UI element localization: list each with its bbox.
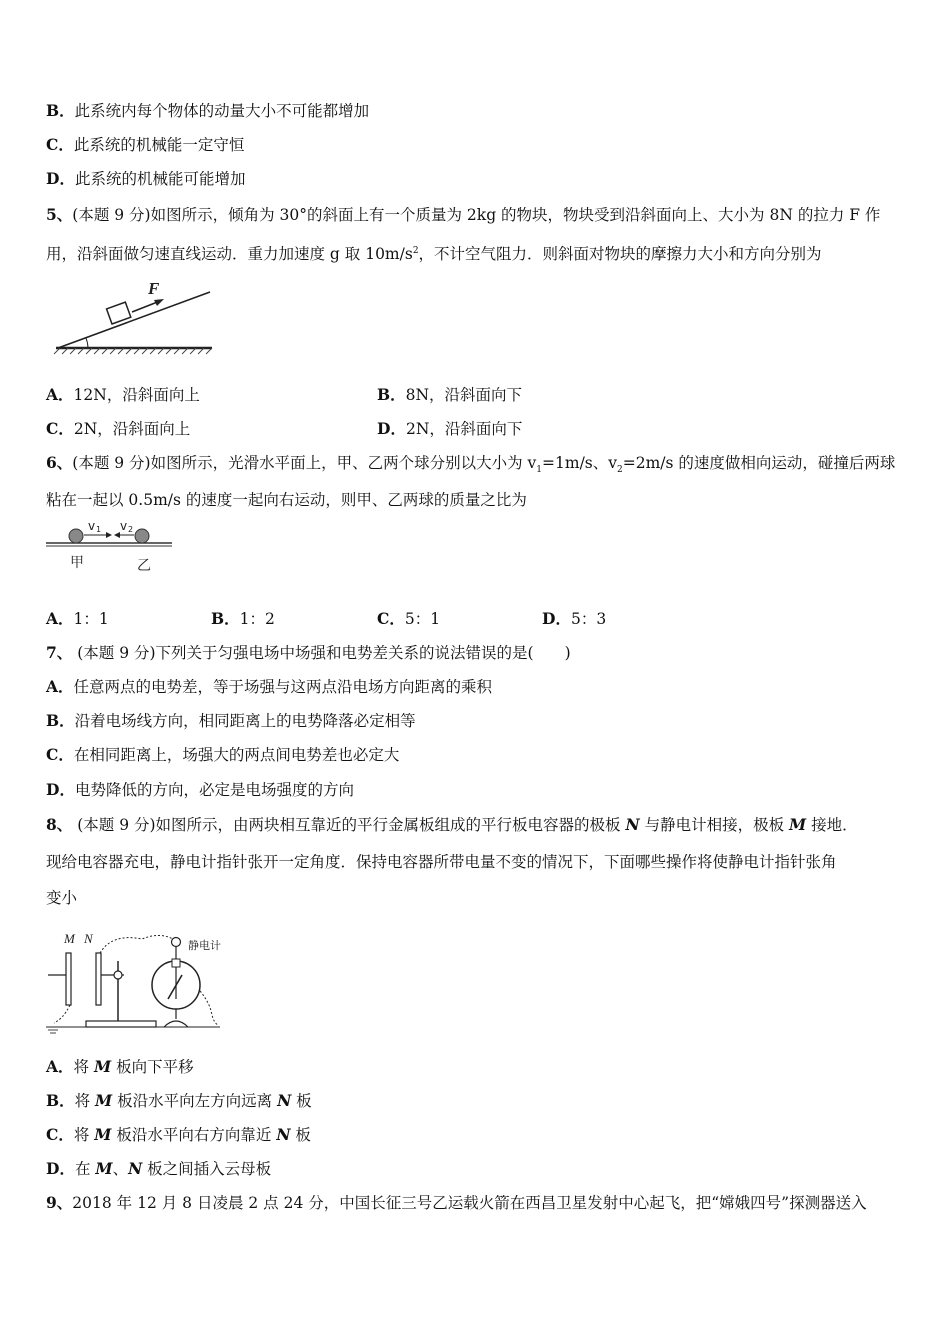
angle-arc [86, 338, 88, 348]
q8-stem-line1: 8、 (本题 9 分)如图所示，由两块相互靠近的平行金属板组成的平行板电容器的极板 N 与静电计相接，极板 M 接地． [46, 815, 858, 834]
q6-option-b: B．1：2 [211, 609, 275, 628]
incline-surface [58, 292, 210, 348]
q4-option-b: B．此系统内每个物体的动量大小不可能都增加 [46, 101, 370, 120]
v2-label-sub: 2 [128, 525, 134, 534]
electrometer-label: 静电计 [188, 939, 221, 952]
q7-option-d: D．电势降低的方向，必定是电场强度的方向 [46, 780, 354, 799]
plate-n [96, 953, 101, 1005]
q7-option-c: C．在相同距离上，场强大的两点间电势差也必定大 [46, 745, 400, 764]
q5-option-c: C．2N，沿斜面向上 [46, 419, 191, 438]
q6-option-a: A．1：1 [46, 609, 109, 628]
q6-option-d: D．5：3 [542, 609, 607, 628]
q7-option-b: B．沿着电场线方向，相同距离上的电势降落必定相等 [46, 711, 416, 730]
q5-stem-line2: 用，沿斜面做匀速直线运动．重力加速度 g 取 $10m/s^2$，不计空气阻力．则斜面对物块的摩擦力大小和方向分别为 [46, 245, 822, 264]
ground-wire-meter [200, 991, 218, 1025]
electrometer-foot [164, 1021, 188, 1027]
ground-symbol [48, 1030, 58, 1033]
q8-option-d: D．在 M、N 板之间插入云母板 [46, 1159, 272, 1178]
q7-option-a: A．任意两点的电势差，等于场强与这两点沿电场方向距离的乘积 [46, 677, 493, 696]
q8-stem-line2: 现给电容器充电，静电计指针张开一定角度．保持电容器所带电量不变的情况下，下面哪些操作将使静电计指针张角 [46, 853, 837, 871]
stand-base [86, 1021, 156, 1027]
plate-n-label: N [84, 931, 93, 946]
plate-m-label: M [64, 931, 75, 946]
q8-stem-line3: 变小 [46, 889, 78, 907]
q5-option-b: B．8N，沿斜面向下 [377, 385, 523, 404]
q9-stem-line1: 9、2018 年 12 月 8 日凌晨 2 点 24 分，中国长征三号乙运载火箭在西昌卫星发射中心起飞，把“嫦娥四号”探测器送入 [46, 1193, 867, 1212]
block [107, 302, 131, 324]
ground-wire-m [54, 1005, 70, 1023]
q8-option-a: A．将 M 板向下平移 [46, 1057, 194, 1076]
collision-figure [44, 517, 176, 575]
electrometer-insulator [172, 959, 180, 967]
capacitor-electrometer-figure [42, 927, 242, 1037]
q5-option-a: A．12N，沿斜面向上 [46, 385, 200, 404]
stand-clamp [114, 971, 122, 979]
plate-m [66, 953, 71, 1005]
q5-option-d: D．2N，沿斜面向下 [377, 419, 523, 438]
v2-label: v [120, 519, 128, 533]
v1-arrowhead [106, 532, 112, 538]
q5-stem-line1: 5、(本题 9 分)如图所示，倾角为 30°的斜面上有一个质量为 2kg 的物块，物块受到沿斜面向上、大小为 8N 的拉力 F 作 [46, 205, 881, 224]
v1-label-sub: 1 [96, 525, 102, 534]
force-arrowhead [154, 299, 164, 306]
q4-option-d: D．此系统的机械能可能增加 [46, 169, 246, 188]
label-yi: 乙 [137, 558, 151, 574]
q8-option-c: C．将 M 板沿水平向右方向靠近 N 板 [46, 1125, 311, 1144]
incline-figure [52, 278, 217, 356]
v1-label: v [88, 519, 96, 533]
force-label: F [148, 279, 160, 298]
electrometer-knob [172, 938, 181, 947]
q6-stem-line1: 6、(本题 9 分)如图所示，光滑水平面上，甲、乙两个球分别以大小为 $v_1=1m/s$、$v_2=2m/s$ 的速度做相向运动，碰撞后两球 [46, 453, 896, 476]
q6-option-c: C．5：1 [377, 609, 441, 628]
q4-option-c: C．此系统的机械能一定守恒 [46, 135, 245, 154]
q7-stem: 7、 (本题 9 分)下列关于匀强电场中场强和电势差关系的说法错误的是( ) [46, 643, 571, 662]
ball-yi [135, 529, 149, 543]
q6-stem-line2: 粘在一起以 0.5m/s 的速度一起向右运动，则甲、乙两球的质量之比为 [46, 491, 527, 509]
q8-option-b: B．将 M 板沿水平向左方向远离 N 板 [46, 1091, 312, 1110]
connection-wire [100, 935, 176, 953]
ball-jia [69, 529, 83, 543]
label-jia: 甲 [70, 555, 84, 571]
